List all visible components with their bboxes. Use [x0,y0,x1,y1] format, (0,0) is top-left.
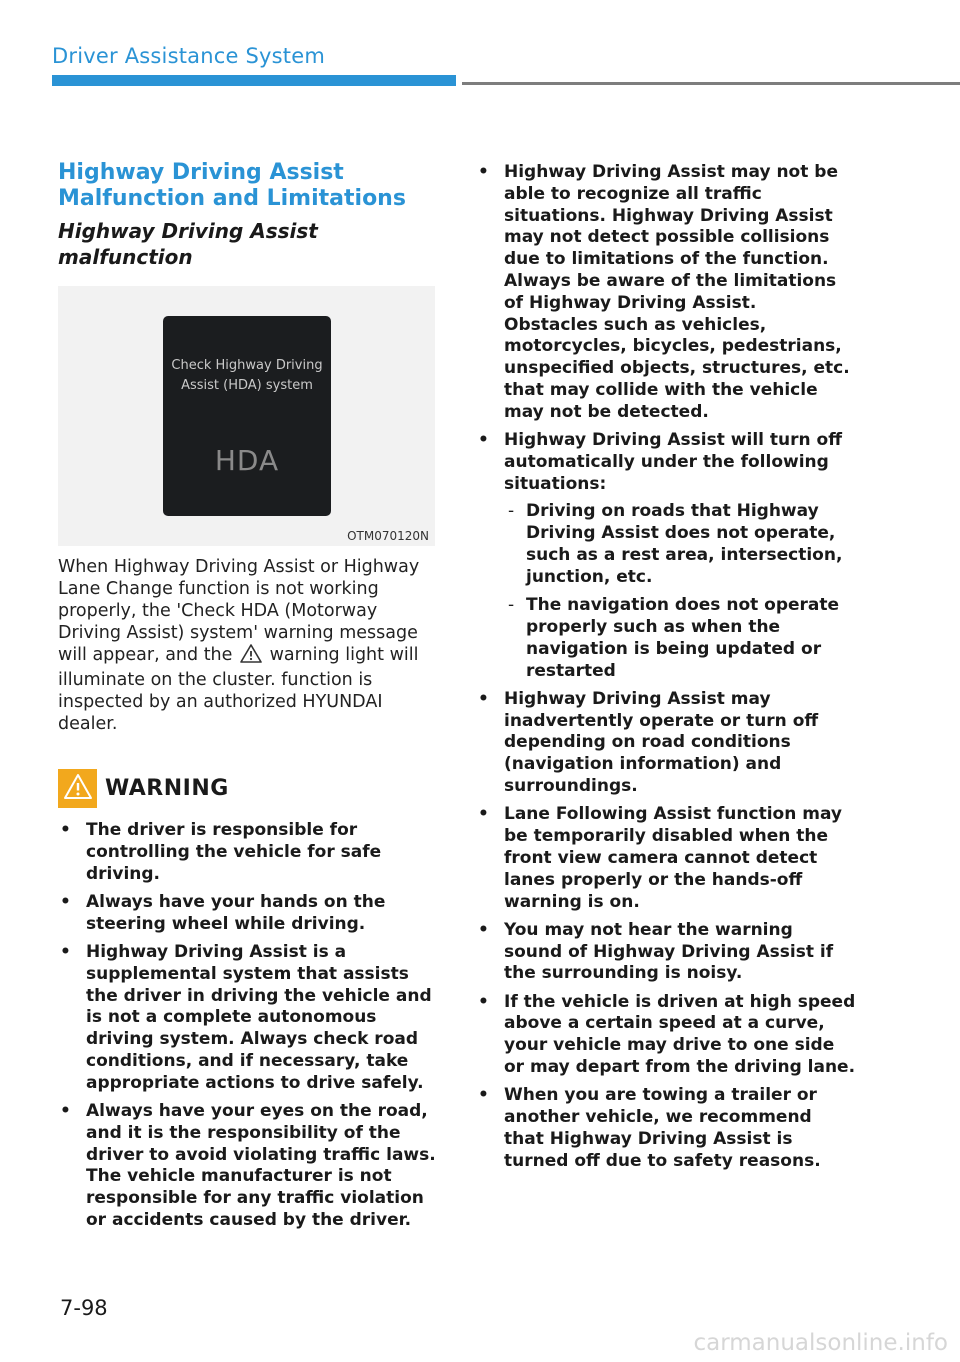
malfunction-description [58,556,438,735]
turn-off-conditions [504,501,856,682]
watermark: carmanualsonline.info [693,1330,948,1356]
section-title [58,160,438,212]
warning-list [58,820,438,1232]
cluster-figure [58,286,435,546]
hda-indicator: HDA [214,444,280,477]
section-title-line1: Highway Driving Assist [58,160,344,185]
limitation-item-2-text: Highway Driving Assist will turn off automatically under the following situations: [504,430,842,494]
section-title-line2: Malfunction and Limitations [58,186,406,211]
warning-triangle-icon [240,644,262,669]
warning-item: • Highway Driving Assist is a supplemental system that assists the driver in driving the vehicle and is not a complete autonomous driving system. Always check road conditions, and if necessary, take appropriate actions to drive safely. [58,942,438,1095]
limitations-list [476,162,856,1173]
cluster-message [163,356,331,396]
warning-label: WARNING [105,776,229,801]
turn-off-condition: - Driving on roads that Highway Driving Assist does not operate, such as a rest area, intersection, junction, etc. [504,501,856,588]
warning-badge [58,769,97,808]
malfunction-text-part2: warning light will illuminate on the cluster. function is inspected by an authorized HYUNDAI dealer. [58,645,419,734]
warning-header [58,769,438,808]
warning-item: • The driver is responsible for controlling the vehicle for safe driving. [58,820,438,885]
turn-off-condition: - The navigation does not operate properly such as when the navigation is being updated or restarted [504,595,856,682]
figure-code: OTM070120N [347,529,429,543]
header-accent-bar [52,75,456,86]
cluster-message-line1: Check Highway Driving [171,358,323,373]
warning-icon [63,773,93,804]
warning-item: • Always have your hands on the steering wheel while driving. [58,892,438,936]
header-title: Driver Assistance System [52,44,325,68]
page-number: 7-98 [60,1296,108,1320]
limitation-item-6: • If the vehicle is driven at high speed above a certain speed at a curve, your vehicle may drive to one side or may depart from the driving lane. [476,992,856,1079]
header-divider [462,82,960,85]
limitation-item-1: • Highway Driving Assist may not be able to recognize all traffic situations. Highway Driving Assist may not detect possible collisions due to limitations of the function. Always be aware of the limitations of Highway Driving Assist. Obstacles such as vehicles, motorcycles, bicycles, pedestrians, unspecified objects, structures, etc. that may collide with the vehicle may not be detected. [476,162,856,424]
subsection-title: Highway Driving Assist malfunction [58,219,318,269]
warning-item: • Always have your eyes on the road, and it is the responsibility of the driver to avoid violating traffic laws. The vehicle manufacturer is not responsible for any traffic violation or accidents caused by the driver. [58,1101,438,1232]
limitation-item-2 [476,430,856,682]
right-column [476,162,856,1179]
limitation-item-5: • You may not hear the warning sound of Highway Driving Assist if the surrounding is noisy. [476,920,856,985]
limitation-item-7: • When you are towing a trailer or another vehicle, we recommend that Highway Driving Assist is turned off due to safety reasons. [476,1085,856,1172]
limitation-item-4: • Lane Following Assist function may be temporarily disabled when the front view camera cannot detect lanes properly or the hands-off warning is on. [476,804,856,913]
malfunction-text-part1: When Highway Driving Assist or Highway Lane Change function is not working properly, the 'Check HDA (Motorway Driving Assist) system' warning message will appear, and the [58,557,420,665]
cluster-message-line2: Assist (HDA) system [181,378,313,393]
limitation-item-3: • Highway Driving Assist may inadvertently operate or turn off depending on road conditions (navigation information) and surroundings. [476,689,856,798]
cluster-display [163,316,331,516]
left-column [58,160,438,1238]
